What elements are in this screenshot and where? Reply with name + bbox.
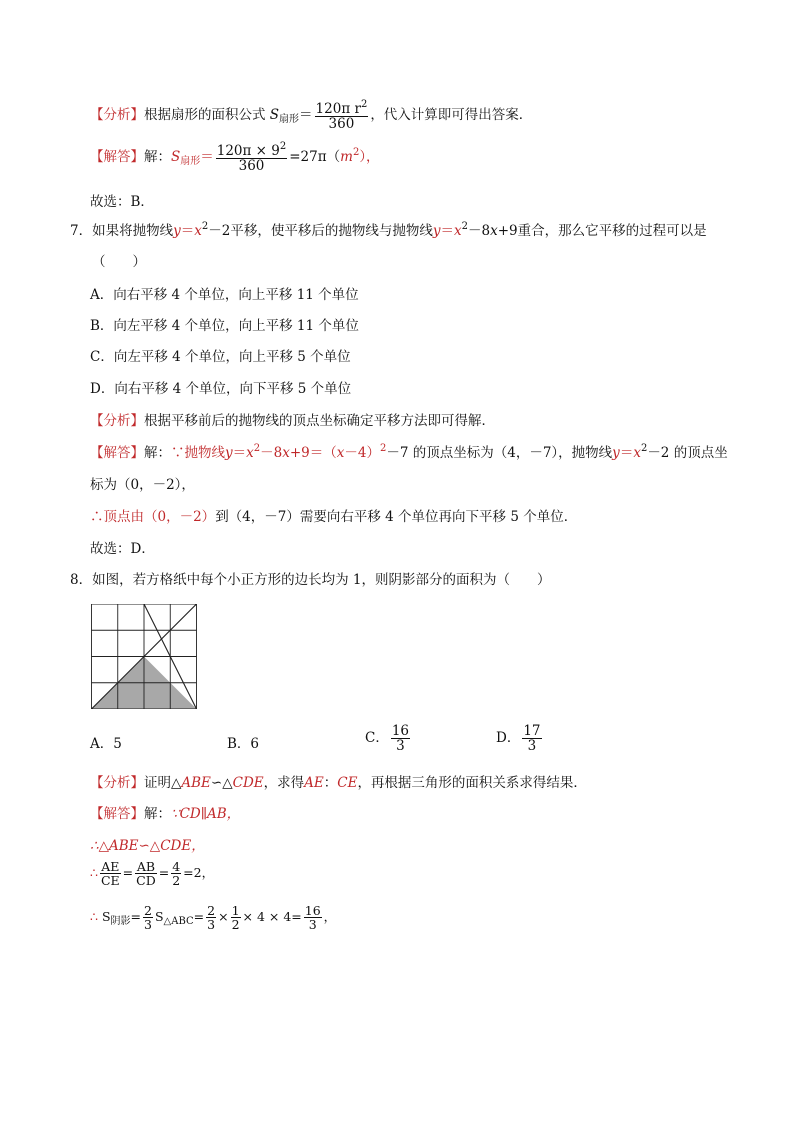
q7-answer-line2: 标为（0，－2）， [90, 477, 195, 493]
q7-option-d: D．向右平移 4 个单位，向下平移 5 个单位 [90, 381, 352, 397]
q8-option-a: A．5 [90, 736, 122, 752]
q6-choice: 故选：B． [90, 194, 154, 210]
q7-answer-paren: （ ） [92, 254, 146, 270]
q8-option-c: C． $\frac{16}{3}$ [365, 723, 410, 755]
q6-analysis-line: 【分析】根据扇形的面积公式 $S_{扇形}=$ $\frac{120\pi r^2}{360}$ ，代入计算即可得出答案． [90, 99, 533, 133]
q7-stem: 7．如果将抛物线$y=x^2-2$平移，使平移后的抛物线与抛物线$y=x^2-8x+9$重合，那么它平移的过程可以是 [70, 221, 707, 239]
q6-answer-line: 【解答】解：$S_{扇形}=$ $\frac{120\pi \times 9^2}{360}$ $=27\pi(m^2)$， [90, 141, 380, 175]
sector-area-calculation: $\frac{120\pi \times 9^2}{360}$ [216, 141, 287, 175]
q8-answer-ratio: ∴ $\frac{AE}{CE}$ = $\frac{AB}{CD}$ = $\frac{4}{2}$ =2， [90, 859, 215, 889]
q7-analysis: 【分析】根据平移前后的抛物线的顶点坐标确定平移方法即可得解． [90, 413, 495, 429]
q8-answer-line1: 【解答】解：∵CD∥AB， [90, 806, 241, 822]
q7-option-c: C．向左平移 4 个单位，向上平移 5 个单位 [90, 349, 351, 365]
q7-answer-line3: ∴顶点由（0，－2）到（4，－7）需要向右平移 4 个单位再向下平移 5 个单位． [90, 509, 578, 525]
q8-answer-line2: ∴△ABE∽△CDE， [90, 838, 205, 854]
q8-stem: 8．如图，若方格纸中每个小正方形的边长均为 1，则阴影部分的面积为（ ） [70, 572, 551, 588]
q7-choice: 故选：D． [90, 541, 155, 557]
q7-answer-line1: 【解答】解：∵抛物线$y=x^2-8x+9=(x-4)^2-7$ 的顶点坐标为（4，－7），抛物线$y=x^2-2$ 的顶点坐 [90, 443, 728, 461]
analysis-tag: 【分析】 [90, 107, 144, 124]
sector-area-formula: $\frac{120\pi r^2}{360}$ [315, 99, 368, 133]
q8-answer-area: ∴ $S_{阴影}=$ $\frac{2}{3}$ $S_{\triangle ABC}=$ $\frac{2}{3}$ × $\frac{1}{2}$ × 4 × 4= $\frac{16}{3}$ ， [90, 903, 337, 933]
q8-option-d: D． $\frac{17}{3}$ [496, 723, 541, 755]
answer-tag: 【解答】 [90, 149, 144, 166]
q7-option-a: A．向右平移 4 个单位，向上平移 11 个单位 [90, 287, 359, 303]
q7-option-b: B．向左平移 4 个单位，向上平移 11 个单位 [90, 318, 359, 334]
grid-figure [91, 604, 197, 709]
q8-option-b: B．6 [227, 736, 260, 752]
q8-analysis: 【分析】证明△ABE∽△CDE，求得AE：CE，再根据三角形的面积关系求得结果． [90, 775, 587, 791]
